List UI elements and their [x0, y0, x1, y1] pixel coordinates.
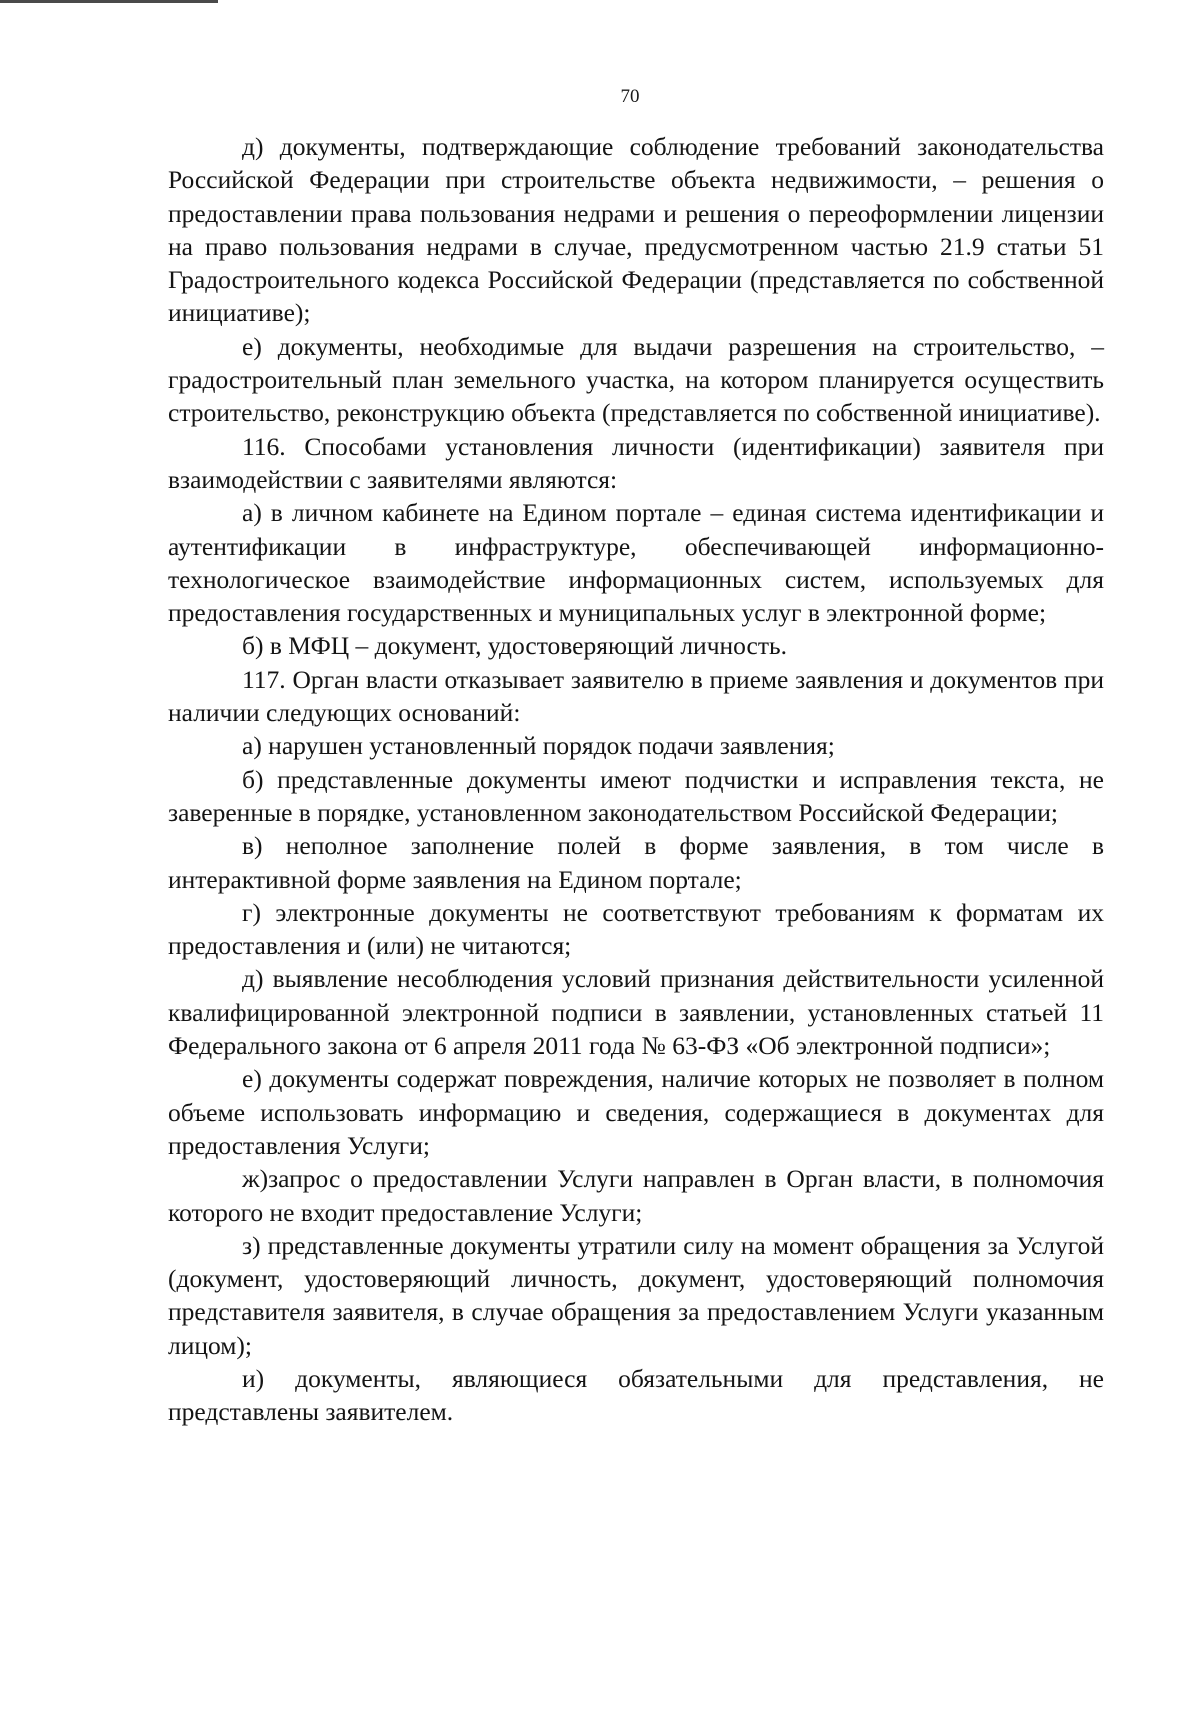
paragraph-117-refusal: 117. Орган власти отказывает заявителю в приеме заявления и документов при наличии следующих оснований: — [168, 664, 1104, 728]
paragraph-117-g: г) электронные документы не соответствуют требованиям к форматам их предоставления и (или) не читаются; — [168, 897, 1104, 961]
page-number: 70 — [620, 86, 640, 107]
scan-edge-mark — [0, 0, 218, 3]
paragraph-d-documents-subsoil: д) документы, подтверждающие соблюдение требований законодательства Российской Федерации при строительстве объекта недвижимости, – решения о предоставлении права пользования недрами и решения о переоформлении лицензии на право пользования недрами в случае, предусмотренном частью 21.9 статьи 51 Градостроительного кодекса Российской Федерации (представляется по собственной инициативе); — [168, 132, 1104, 328]
paragraph-117-i: и) документы, являющиеся обязательными для представления, не представлены заявителем. — [168, 1363, 1104, 1427]
paragraph-117-e: е) документы содержат повреждения, наличие которых не позволяет в полном объеме использовать информацию и сведения, содержащиеся в документах для предоставления Услуги; — [168, 1064, 1104, 1160]
paragraph-116-identification: 116. Способами установления личности (идентификации) заявителя при взаимодействии с заявителями являются: — [168, 431, 1104, 494]
paragraph-117-d: д) выявление несоблюдения условий признания действительности усиленной квалифицированной электронной подписи в заявлении, установленных статьей 11 Федерального закона от 6 апреля 2011 года № 63-ФЗ «Об электронной подписи»; — [168, 964, 1104, 1061]
paragraph-117-b: б) представленные документы имеют подчистки и исправления текста, не заверенные в порядке, установленном законодательством Российской Федерации; — [168, 764, 1104, 827]
paragraph-116-a-portal: а) в личном кабинете на Едином портале – единая система идентификации и аутентификации в инфраструктуре, обеспечивающей информационно-технологическое взаимодействие информационных систем, используемых для предоставления государственных и муниципальных услуг в электронной форме; — [168, 498, 1104, 628]
paragraph-e-documents-permit: е) документы, необходимые для выдачи разрешения на строительство, – градостроительный план земельного участка, на котором планируется осуществить строительство, реконструкцию объекта (представляется по собственной инициативе). — [168, 331, 1104, 428]
paragraph-117-a: а) нарушен установленный порядок подачи заявления; — [242, 731, 835, 761]
document-body — [168, 130, 1104, 1429]
paragraph-117-z: з) представленные документы утратили силу на момент обращения за Услугой (документ, удостоверяющий личность, документ, удостоверяющий полномочия представителя заявителя, в случае обращения за предоставлением Услуги указанным лицом); — [168, 1230, 1104, 1360]
paragraph-117-v: в) неполное заполнение полей в форме заявления, в том числе в интерактивной форме заявления на Едином портале; — [168, 831, 1104, 894]
paragraph-117-zh: ж)запрос о предоставлении Услуги направлен в Орган власти, в полномочия которого не входит предоставление Услуги; — [168, 1164, 1104, 1227]
paragraph-116-b-mfc: б) в МФЦ – документ, удостоверяющий личность. — [242, 631, 788, 661]
